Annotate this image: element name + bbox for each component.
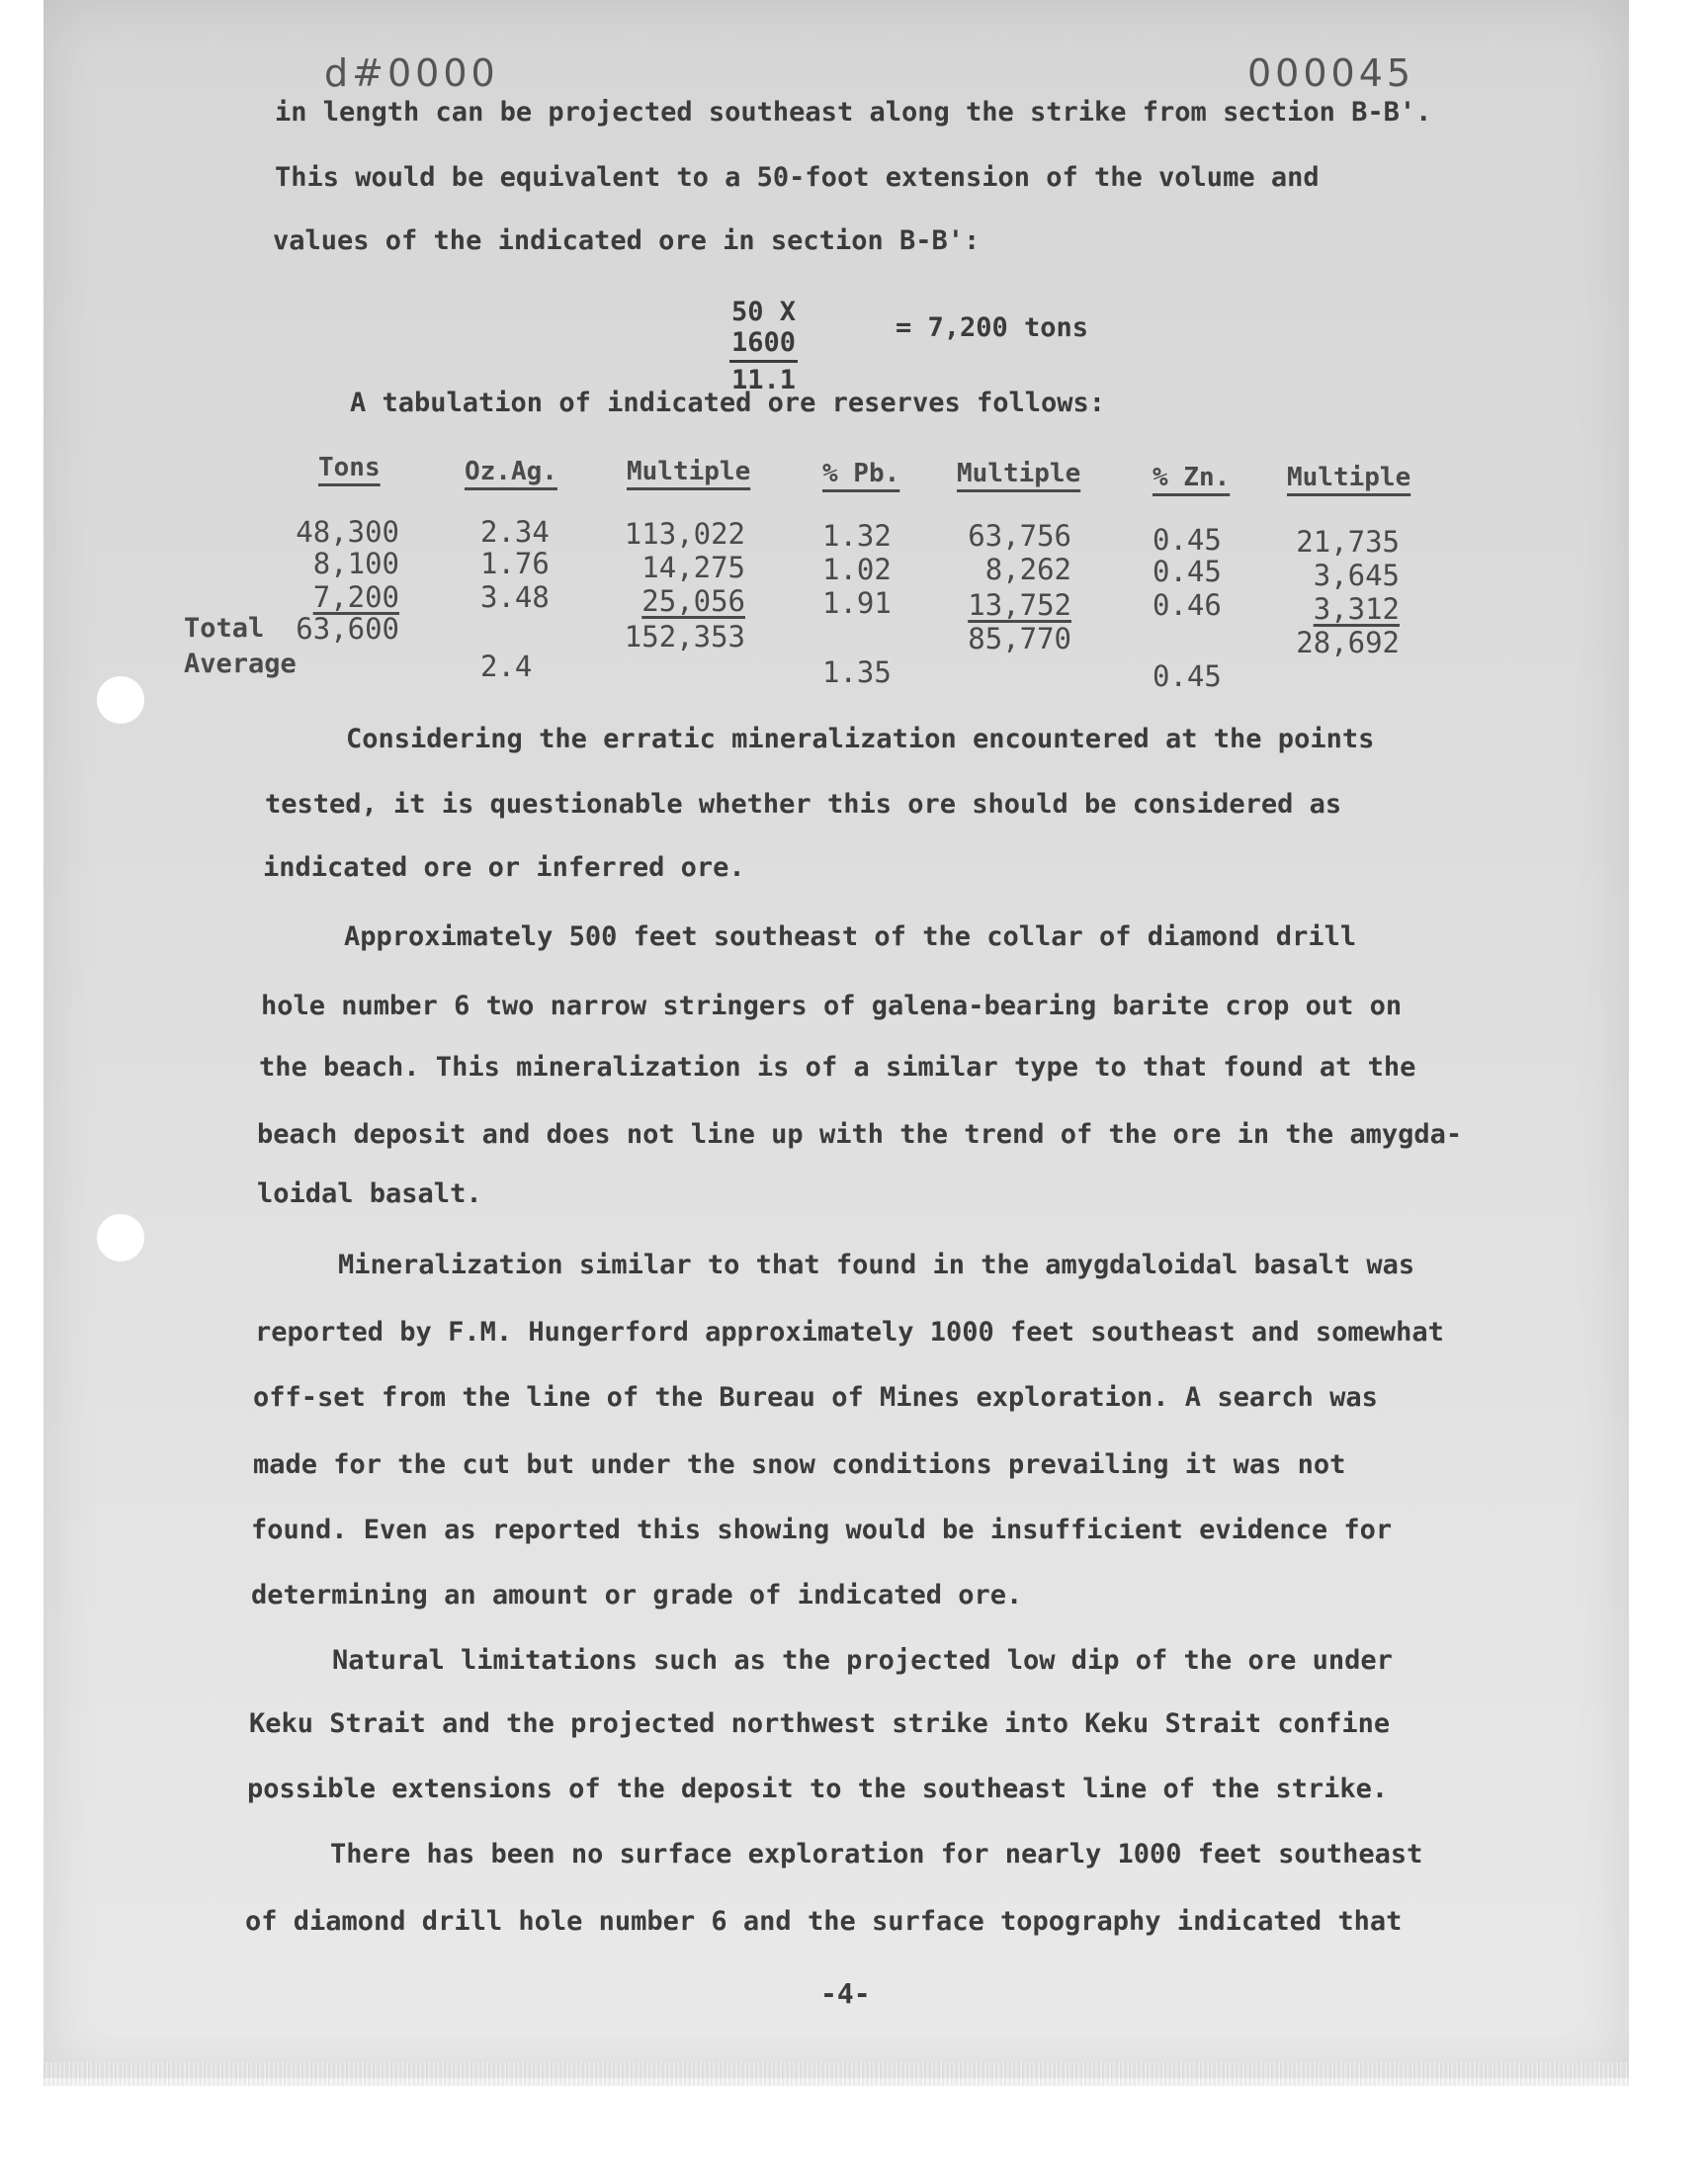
table-header-tons: Tons [318, 453, 381, 482]
body-line: There has been no surface exploration for nearly 1000 feet southeast [330, 1839, 1423, 1870]
table-cell: 3.48 [480, 580, 550, 614]
average-label: Average [184, 649, 297, 679]
body-line: hole number 6 two narrow stringers of galena-bearing barite crop out on [261, 991, 1403, 1021]
table-cell: 0.46 [1153, 588, 1222, 622]
table-cell: 1.02 [822, 553, 892, 586]
document-stamp-right: 000045 [1247, 51, 1415, 95]
table-cell: 1.32 [822, 519, 892, 553]
table-cell: 3,312 [1313, 592, 1400, 626]
punch-hole-bottom [97, 1214, 144, 1262]
body-line: Approximately 500 feet southeast of the collar of diamond drill [344, 921, 1357, 952]
body-line: made for the cut but under the snow conditions prevailing it was not [253, 1449, 1346, 1480]
page-number: -4- [820, 1977, 871, 2010]
formula-denominator: 11.1 [731, 365, 797, 395]
table-cell: 8,262 [984, 553, 1071, 586]
body-line: possible extensions of the deposit to the southeast line of the strike. [247, 1774, 1389, 1804]
table-cell: 2.34 [480, 515, 550, 549]
table-cell: 3,645 [1313, 559, 1400, 592]
table-cell: 13,752 [968, 588, 1071, 622]
scan-edge-artifact [43, 2062, 1629, 2086]
body-line: Mineralization similar to that found in the amygdaloidal basalt was [338, 1250, 1415, 1280]
formula-result: = 7,200 tons [896, 312, 1089, 343]
average-zn: 0.45 [1153, 659, 1222, 693]
body-line: Considering the erratic mineralization encountered at the points [346, 724, 1375, 754]
average-pb: 1.35 [822, 655, 892, 689]
body-line: This would be equivalent to a 50-foot extension of the volume and [275, 162, 1320, 193]
document-stamp-left: d#0000 [324, 51, 499, 95]
table-cell: 48,300 [296, 515, 399, 549]
average-ag: 2.4 [480, 650, 533, 683]
table-header-zn: % Zn. [1153, 463, 1231, 492]
total-pb-multiple: 85,770 [968, 622, 1071, 655]
body-line: in length can be projected southeast along the strike from section B-B'. [275, 97, 1432, 128]
formula-fraction [729, 297, 798, 395]
table-header-oz-ag: Oz.Ag. [465, 457, 557, 486]
body-line: tested, it is questionable whether this ore should be considered as [265, 789, 1342, 820]
total-tons: 63,600 [296, 612, 399, 646]
total-label: Total [184, 613, 265, 644]
table-cell: 21,735 [1296, 525, 1400, 559]
table-cell: 0.45 [1153, 555, 1222, 588]
total-ag-multiple: 152,353 [624, 620, 745, 653]
body-line: determining an amount or grade of indicated ore. [251, 1580, 1023, 1610]
table-cell: 8,100 [312, 547, 399, 580]
body-line: off-set from the line of the Bureau of Mines exploration. A search was [253, 1382, 1378, 1413]
table-intro: A tabulation of indicated ore reserves follows: [350, 388, 1106, 418]
body-line: Natural limitations such as the projected low dip of the ore under [332, 1645, 1393, 1676]
table-cell: 1.91 [822, 586, 892, 620]
body-line: reported by F.M. Hungerford approximately 1000 feet southeast and somewhat [255, 1317, 1444, 1348]
total-zn-multiple: 28,692 [1296, 626, 1400, 659]
body-line: found. Even as reported this showing would be insufficient evidence for [251, 1515, 1393, 1545]
table-header-pb-multiple: Multiple [957, 459, 1081, 488]
body-line: values of the indicated ore in section B-B': [273, 225, 981, 256]
table-cell: 63,756 [968, 519, 1071, 553]
table-cell: 7,200 [312, 580, 399, 614]
document-page [43, 0, 1629, 2078]
body-line: beach deposit and does not line up with the trend of the ore in the amygda- [257, 1119, 1463, 1150]
body-line: loidal basalt. [257, 1178, 482, 1209]
table-cell: 0.45 [1153, 523, 1222, 557]
body-line: Keku Strait and the projected northwest strike into Keku Strait confine [249, 1708, 1391, 1739]
body-line: the beach. This mineralization is of a similar type to that found at the [259, 1052, 1416, 1083]
table-cell: 113,022 [624, 517, 745, 551]
table-header-ag-multiple: Multiple [627, 457, 751, 486]
table-cell: 25,056 [641, 584, 745, 618]
table-cell: 14,275 [641, 551, 745, 584]
body-line: of diamond drill hole number 6 and the surface topography indicated that [245, 1906, 1403, 1937]
punch-hole-top [97, 676, 144, 724]
table-header-zn-multiple: Multiple [1287, 463, 1411, 492]
body-line: indicated ore or inferred ore. [263, 852, 745, 883]
table-header-pb: % Pb. [822, 459, 900, 488]
table-cell: 1.76 [480, 547, 550, 580]
formula-numerator: 50 X 1600 [729, 297, 798, 363]
